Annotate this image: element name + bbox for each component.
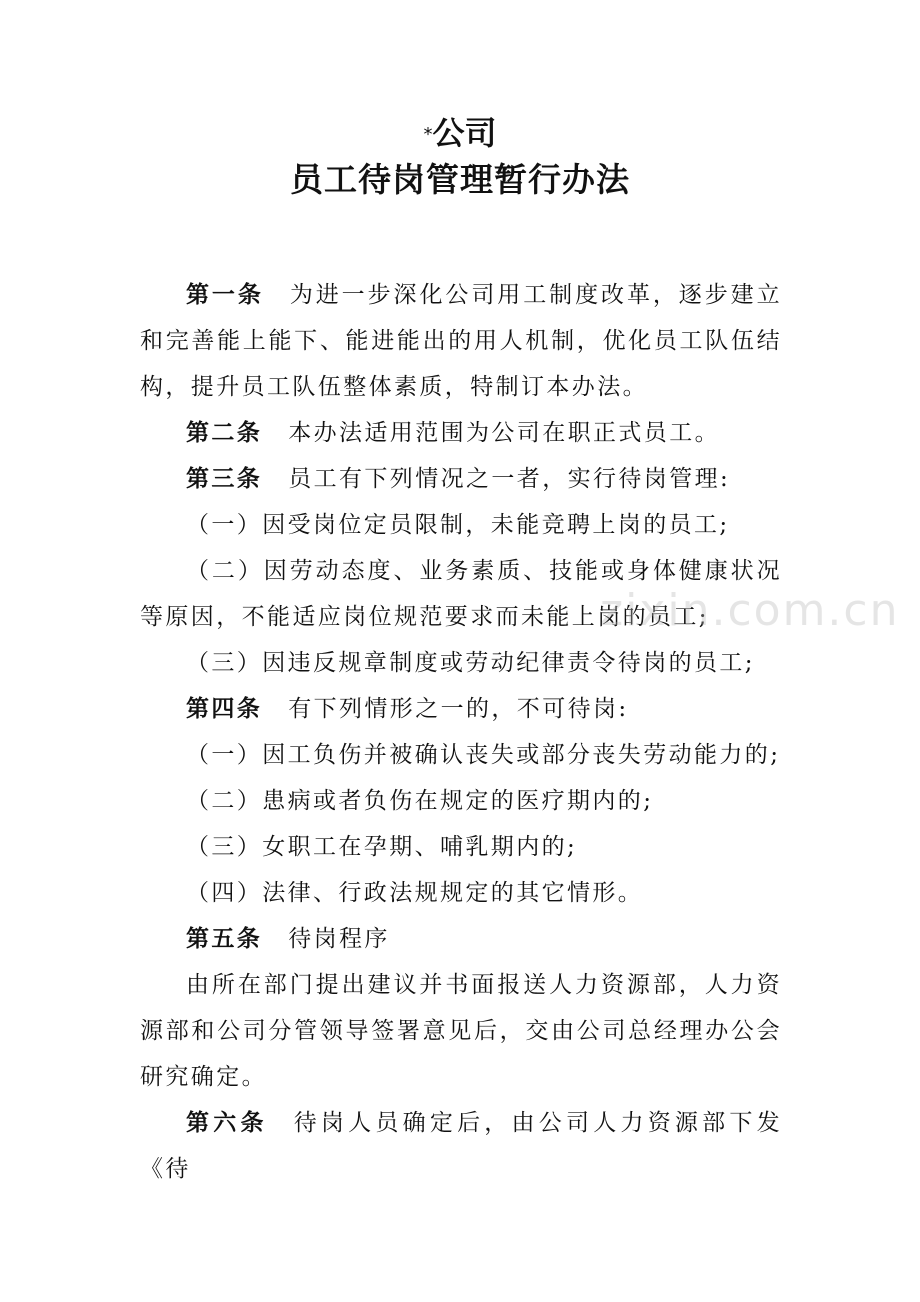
paragraph-text: （三）女职工在孕期、哺乳期内的; — [186, 834, 578, 860]
paragraph-text: （一）因受岗位定员限制，未能竞聘上岗的员工; — [186, 512, 730, 538]
watermark: zixin.com.cn — [600, 585, 900, 636]
article-number: 第六条 — [186, 1110, 268, 1136]
paragraph — [140, 732, 782, 778]
company-name: 公司 — [432, 114, 497, 152]
paragraph-text: 待岗人员确定后，由公司人力资源部下发《待 — [140, 1110, 783, 1182]
paragraph — [140, 916, 782, 962]
paragraph-text: 有下列情形之一的，不可待岗: — [288, 696, 629, 722]
article-number: 第五条 — [186, 926, 263, 952]
article-number: 第三条 — [186, 466, 263, 492]
paragraph-text: （四）法律、行政法规规定的其它情形。 — [186, 880, 644, 906]
paragraph-text: 待岗程序 — [288, 926, 390, 952]
paragraph — [140, 272, 782, 410]
article-number: 第二条 — [186, 420, 263, 446]
document-body — [140, 272, 782, 1192]
paragraph — [140, 962, 782, 1100]
paragraph — [140, 456, 782, 502]
paragraph — [140, 870, 782, 916]
paragraph-text: （二）因劳动态度、业务素质、技能或身体健康状况等原因，不能适应岗位规范要求而未能上岗的员工; — [140, 558, 782, 630]
paragraph-text: 员工有下列情况之一者，实行待岗管理: — [288, 466, 731, 492]
paragraph — [140, 778, 782, 824]
document-title: 员工待岗管理暂行办法 — [290, 160, 630, 199]
title-star: * — [423, 124, 433, 145]
document-title-company — [0, 113, 920, 155]
paragraph-text: 本办法适用范围为公司在职正式员工。 — [288, 420, 721, 446]
paragraph-text: 为进一步深化公司用工制度改革，逐步建立和完善能上能下、能进能出的用人机制，优化员工队伍结构，提升员工队伍整体素质，特制订本办法。 — [140, 282, 783, 400]
paragraph-text: 由所在部门提出建议并书面报送人力资源部，人力资源部和公司分管领导签署意见后，交由公司总经理办公会研究确定。 — [140, 972, 782, 1090]
paragraph — [140, 1100, 782, 1192]
paragraph-text: （二）患病或者负伤在规定的医疗期内的; — [186, 788, 654, 814]
paragraph-text: （三）因违反规章制度或劳动纪律责令待岗的员工; — [186, 650, 755, 676]
paragraph — [140, 548, 782, 640]
paragraph — [140, 824, 782, 870]
article-number: 第四条 — [186, 696, 263, 722]
paragraph — [140, 410, 782, 456]
article-number: 第一条 — [186, 282, 264, 308]
paragraph — [140, 502, 782, 548]
paragraph-text: （一）因工负伤并被确认丧失或部分丧失劳动能力的; — [186, 742, 781, 768]
paragraph — [140, 640, 782, 686]
paragraph — [140, 686, 782, 732]
